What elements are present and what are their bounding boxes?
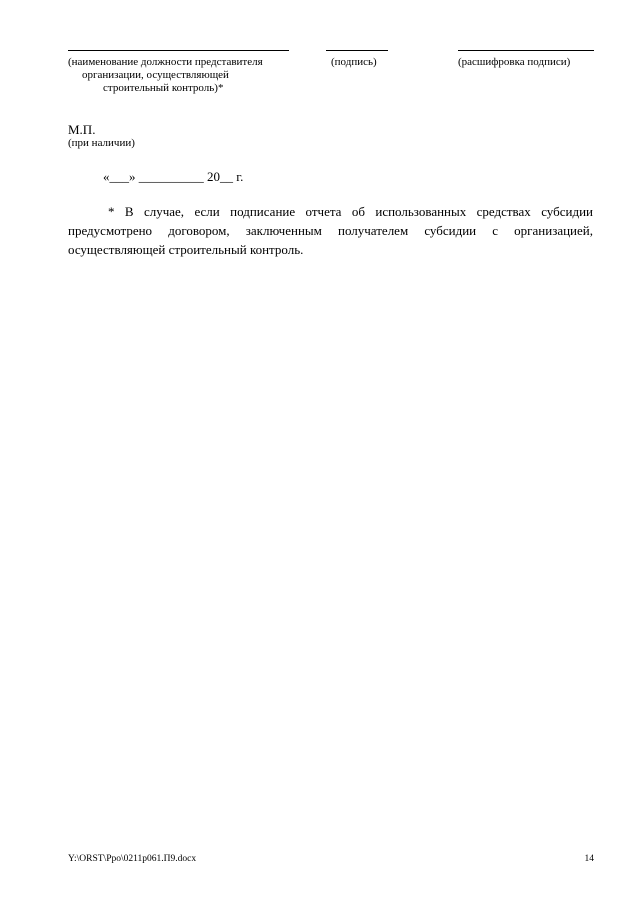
position-signature-line xyxy=(68,50,289,51)
decoding-signature-line xyxy=(458,50,594,51)
position-caption xyxy=(68,56,308,95)
decoding-caption: (расшифровка подписи) xyxy=(458,56,571,68)
signature-caption: (подпись) xyxy=(331,56,377,68)
signature-line xyxy=(326,50,388,51)
date-line: «___» __________ 20__ г. xyxy=(103,169,244,184)
position-caption-line3: строительный контроль)* xyxy=(103,82,224,94)
stamp-label: М.П. xyxy=(68,122,96,137)
footer-file-path: Y:\ORST\Ppo\0211p061.П9.docx xyxy=(68,854,197,864)
stamp-note: (при наличии) xyxy=(68,137,135,149)
position-caption-line1: (наименование должности представителя xyxy=(68,56,263,68)
page-number: 14 xyxy=(584,854,594,864)
footnote-paragraph: * В случае, если подписание отчета об использованных средствах субсидии предусмотрено договором, заключенным получателем субсидии с организацией, осуществляющей строительный контроль. xyxy=(68,204,593,257)
position-caption-line2: организации, осуществляющей xyxy=(82,69,229,81)
